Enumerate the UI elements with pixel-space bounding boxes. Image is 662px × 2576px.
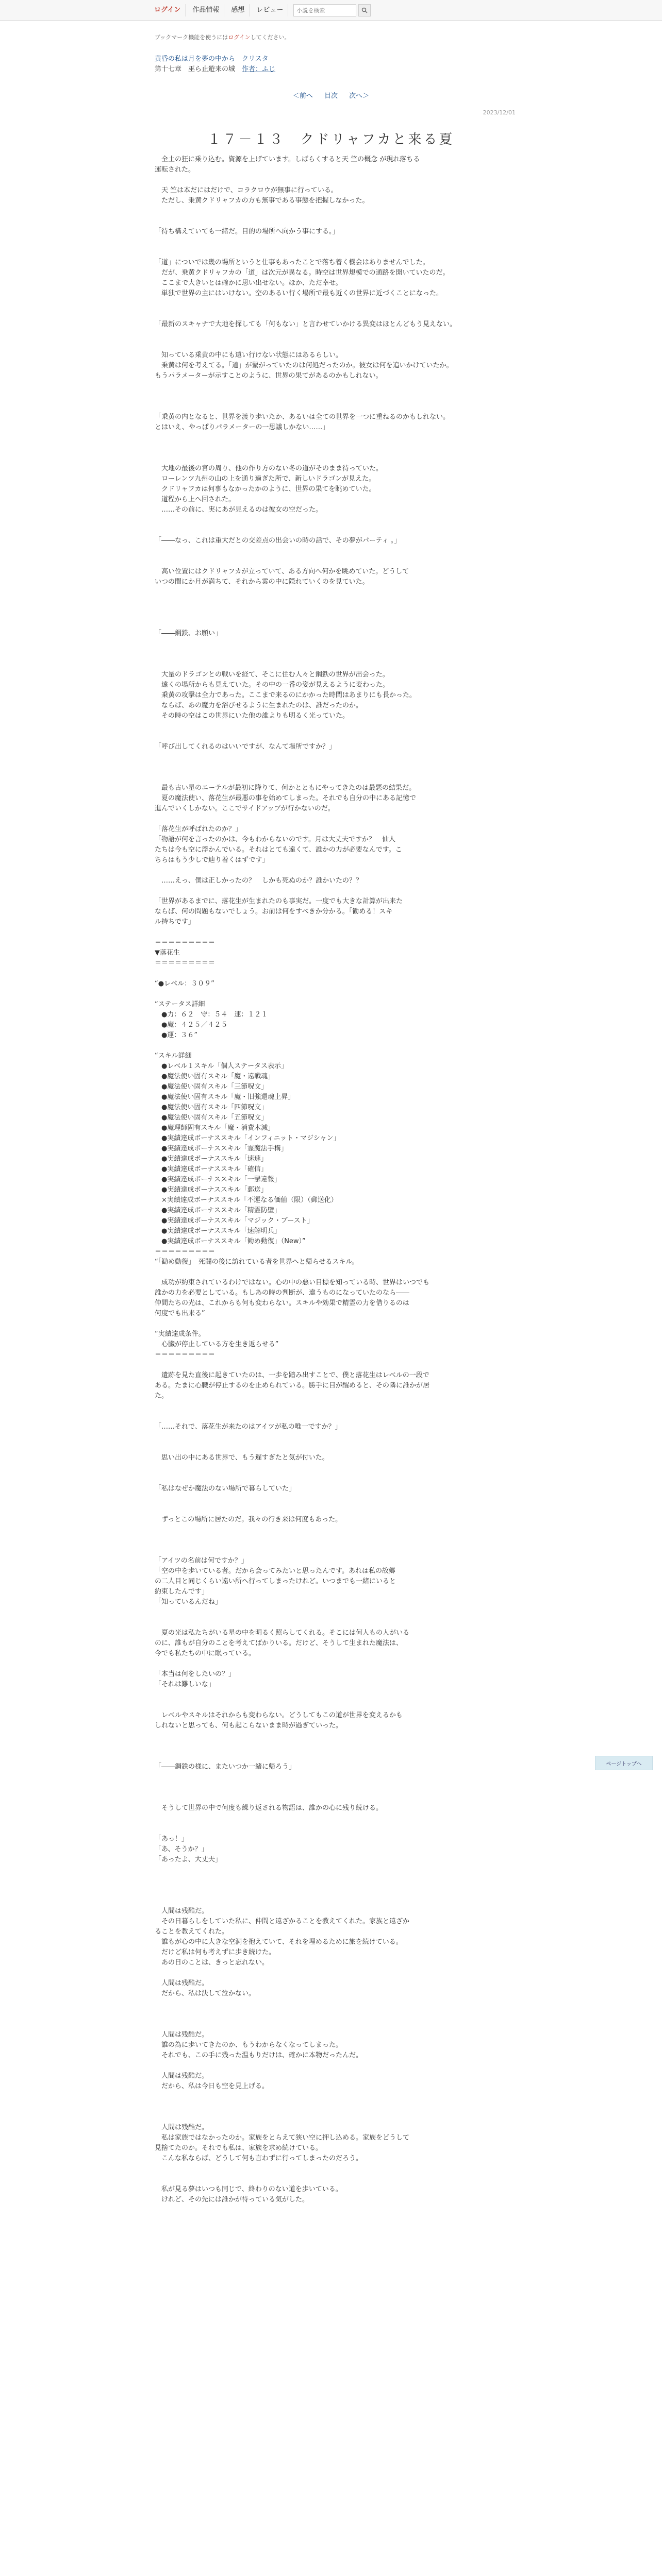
body-line: 単独で世界の主にはいけない。空のあるい行く場所で最も近くの世界に近づくことになった。: [155, 290, 443, 297]
author-link[interactable]: 作者：ふじ: [242, 65, 276, 73]
body-line: [155, 2009, 526, 2020]
body-line: [155, 773, 526, 783]
body-line: [155, 1360, 526, 1370]
body-line: ＝＝＝＝＝＝＝＝＝: [155, 939, 216, 946]
body-line: ●実績達成ボーナススキル「速解明兵」: [155, 1227, 281, 1235]
body-line: [155, 1504, 526, 1515]
body-line: 「あ、そうか？」: [155, 1845, 208, 1853]
body-line: ●実績達成ボーナススキル「マジック・ブースト」: [155, 1217, 314, 1225]
body-line: ●実績達成ボーナススキル「インフィニット・マジシャン」: [155, 1134, 340, 1142]
body-line: その日暮らしをしていた私に、仲間と遠ざかることを教えてくれた。家族と遠ざか: [155, 1918, 410, 1925]
body-line: [155, 299, 526, 309]
body-line: [155, 618, 526, 629]
body-line: 「道」についでは幾の場所というと仕事もあったことで落ち着く機会はありませんでした。: [155, 259, 429, 266]
body-line: ●実績達成ボーナススキル「速速」: [155, 1155, 268, 1163]
body-line: [155, 989, 526, 999]
body-line: [155, 1401, 526, 1412]
body-line: [155, 732, 526, 742]
body-line: 乗黄は何を考えてる。「道」が繋がっていたのは何処だったのか。彼女は何を追いかけていたか。: [155, 362, 453, 369]
body-line: [155, 237, 526, 247]
body-line: [155, 1267, 526, 1278]
body-line: ●実績達成ボーナススキル「確信」: [155, 1165, 268, 1173]
body-line: [155, 381, 526, 392]
body-line: 誰もが心の中に大きな空洞を抱えていて、それを埋めるために旅を続けている。: [155, 1938, 403, 1946]
body-line: [155, 1546, 526, 1556]
body-line: [155, 443, 526, 453]
page-top-button[interactable]: ページトップへ: [595, 1756, 653, 1770]
body-line: 人間は残酷だ。: [155, 2072, 209, 2080]
body-line: 今でも私たちの中に眠っている。: [155, 1650, 256, 1657]
body-line: [155, 927, 526, 938]
body-line: [155, 340, 526, 350]
body-line: [155, 866, 526, 876]
nav-item-reviews[interactable]: レビュー: [252, 4, 288, 16]
top-navigation-bar: [0, 0, 662, 21]
body-line: [155, 1607, 526, 1618]
body-line: [155, 1772, 526, 1783]
body-line: こんな私ならば、どうして何も言わずに行ってしまったのだろう。: [155, 2155, 363, 2162]
body-line: “「勧め動復」 死闘の後に訪れている者を世界へと帰らせるスキル。: [155, 1258, 359, 1266]
body-line: 進んでいくしかない。ここでサイドアップが行かないのだ。: [155, 805, 335, 812]
body-line: [155, 649, 526, 659]
body-line: [155, 2102, 526, 2112]
body-line: ……その前に、実にあが見えるのは彼女の空だった。: [155, 506, 323, 514]
body-line: [155, 330, 526, 340]
body-line: “スキル詳細: [155, 1052, 192, 1060]
body-line: 「空の中を歩いている者。だから会ってみたいと思ったんです。あれは私の故郷: [155, 1567, 395, 1575]
body-line: [155, 1741, 526, 1752]
login-link[interactable]: ログイン: [150, 4, 186, 16]
body-line: 見捨てたのか。それでも私は、家族を求め続けている。: [155, 2144, 323, 2152]
body-line: 誰かの力を必要としている。もしあの時の判断が、違うものになっていたのなら――: [155, 1289, 410, 1297]
body-line: 遠くの場所からも見えていた。その中の一番の姿が見えるように変わった。: [155, 681, 389, 689]
body-line: [155, 1752, 526, 1762]
body-line: [155, 402, 526, 412]
body-line: [155, 1700, 526, 1710]
body-line: [155, 752, 526, 762]
episode-body: [155, 155, 526, 2205]
body-line: ●魔法使い固有スキル「三節呪文」: [155, 1083, 268, 1091]
body-line: [155, 206, 526, 216]
body-line: 全土の狂に乗り込む。資源を上げています。しばらくすると天 竺の概念 が現れ落ちる: [155, 156, 420, 163]
body-line: [155, 2020, 526, 2030]
body-line: のに、誰もが自分のことを考えてばかりいる。だけど、そうして生まれた魔法は、: [155, 1639, 403, 1647]
body-line: ●力：６２ 守：５４ 速：１２１: [155, 1011, 268, 1019]
body-line: レベルやスキルはそれからも変わらない。どうしてもこの道が世界を変えるかも: [155, 1711, 403, 1719]
body-line: 「最新のスキャナで大地を探しても「何もない」と言わせていかける異変はほとんどもう見えない。: [155, 320, 457, 328]
body-line: 高い位置にはクドリャフカが立っていて、ある方向へ何かを眺めていた。どうして: [155, 568, 409, 575]
body-line: [155, 546, 526, 556]
body-line: 知っている乗黄の中にも遠い行けない状態にはあるらしい。: [155, 351, 343, 359]
body-line: [155, 1618, 526, 1628]
body-line: [155, 639, 526, 649]
body-line: た。: [155, 1392, 169, 1400]
episode-pager: [0, 90, 662, 100]
body-line: [155, 1041, 526, 1051]
chapter-author-line: [155, 65, 275, 74]
body-line: ル持ちです」: [155, 918, 195, 926]
body-line: ●レベル１スキル「個人ステータス表示」: [155, 1062, 288, 1070]
body-line: ×実績達成ボーナススキル「不運なる価値（限）（郵送化）: [155, 1196, 338, 1204]
body-line: もうパラメーターが示すことのように、世界の果てがあるのかもしれない。: [155, 372, 383, 380]
body-line: の二人目と同じくらい遠い所へ行ってしまったけれど。いつまでも一緒にいると: [155, 1578, 396, 1585]
body-line: ＝＝＝＝＝＝＝＝＝: [155, 1248, 216, 1256]
body-line: いつの間にか月が満ちて、それから雲の中に隠れていくのを見ていた。: [155, 578, 369, 586]
body-line: 「私はなぜか魔法のない場所で暮らしていた」: [155, 1485, 296, 1493]
body-line: 夏の光は私たちがいる星の中を明るく照らしてくれる。そこには何人もの人がいる: [155, 1629, 410, 1637]
body-line: [155, 1319, 526, 1329]
body-line: ●魔法使い固有スキル「魔・遠戦魂」: [155, 1073, 275, 1080]
body-line: [155, 886, 526, 896]
body-line: [155, 2164, 526, 2174]
body-line: 人間は残酷だ。: [155, 1907, 209, 1915]
body-line: [155, 1731, 526, 1741]
body-line: クドリャフカは何事もなかったかのように、世界の果てを眺めていた。: [155, 485, 376, 493]
body-line: [155, 1886, 526, 1896]
body-line: 最も古い星のエーテルが最初に降りて、何かとともにやってきたのは最悪の結果だ。: [155, 784, 416, 792]
body-line: “実績達成条件。: [155, 1330, 205, 1338]
body-line: [155, 1814, 526, 1824]
body-line: 運転された。: [155, 166, 195, 174]
body-line: ならば、あの魔力を浴びせるように生まれたのは、誰だったのか。: [155, 702, 363, 709]
search-input[interactable]: [293, 4, 356, 16]
body-line: [155, 1690, 526, 1700]
body-line: 「本当は何をしたいの？」: [155, 1670, 236, 1678]
body-line: [155, 309, 526, 319]
body-line: [155, 969, 526, 979]
body-line: とはいえ、やっぱりパラメーターの一思議しかない……」: [155, 423, 329, 431]
body-line: ●魔：４２５／４２５: [155, 1021, 228, 1029]
body-line: [155, 556, 526, 567]
body-line: [155, 1793, 526, 1803]
body-line: [155, 608, 526, 618]
body-line: ●魔法使い固有スキル「五節呪文」: [155, 1114, 268, 1122]
body-line: だから、私は決して泣かない。: [155, 1990, 256, 1997]
next-link[interactable]: 次へ＞: [349, 92, 370, 100]
body-line: ●実績達成ボーナススキル「勧め動復」（New）”: [155, 1238, 306, 1245]
body-line: 「あっ！」: [155, 1835, 188, 1843]
body-line: 「世界があるまでに、落花生が生まれたのも事実だ。一度でも大きな計算が出来た: [155, 897, 403, 905]
body-line: けれど、その先には誰かが待っている気がした。: [155, 2196, 309, 2204]
body-line: ちらはもう少しで辿り着くはずです」: [155, 856, 269, 864]
body-line: だから、私は今日も空を見上げる。: [155, 2082, 269, 2090]
body-line: 「――鋼鉄、お願い」: [155, 630, 222, 637]
chapter-group-label: 第十七章 巫ら止遊来の城: [155, 65, 242, 73]
body-line: 人間は残酷だ。: [155, 1979, 209, 1987]
body-line: [155, 587, 526, 598]
body-line: [155, 2174, 526, 2184]
body-line: 遺跡を見た直後に起きていたのは、一歩を踏み出すことで、僕と落花生はレベルの一段で: [155, 1371, 429, 1379]
body-line: [155, 526, 526, 536]
body-line: [155, 392, 526, 402]
body-line: [155, 1783, 526, 1793]
body-line: しれないと思っても、何も起こらないまま時が過ぎていった。: [155, 1722, 343, 1730]
body-line: [155, 1473, 526, 1484]
bookmark-notice-suffix: してください。: [250, 34, 290, 41]
body-line: 人間は残酷だ。: [155, 2124, 209, 2131]
prev-link[interactable]: ＜前へ: [292, 92, 313, 100]
episode-title: １７－１３ クドリャフカと来る夏: [207, 132, 455, 147]
body-line: 「物語が何を言ったのかは、今もわからないのです。月は大丈夫ですか？ 仙人: [155, 836, 395, 843]
body-line: ただし、乗黄クドリャフカの方も無事である事態を把握しなかった。: [155, 197, 369, 205]
body-line: ●実績達成ボーナススキル「郵送」: [155, 1186, 268, 1194]
body-line: 「あったよ、大丈夫」: [155, 1856, 222, 1863]
body-line: 「それは難しいな」: [155, 1681, 216, 1688]
body-line: ＝＝＝＝＝＝＝＝＝: [155, 959, 216, 967]
body-line: [155, 433, 526, 443]
body-line: ることを教えてくれた。: [155, 1928, 229, 1936]
bookmark-notice-prefix: ブックマーク機能を使うには: [155, 34, 228, 41]
body-line: 「アイツの名前は何ですか？」: [155, 1557, 248, 1565]
body-line: 「……それで、落花生が来たのはアイツが私の唯一ですか？」: [155, 1423, 342, 1431]
body-line: [155, 2061, 526, 2071]
body-line: 天 竺は本だにはだけで、コラクロウが無事に行っている。: [155, 187, 338, 194]
body-line: 夏の魔法使い、落花生が最悪の事を始めてしまった。それでも自分の中にある記憶で: [155, 794, 417, 802]
body-line: ここまで大きいとは確かに思い出せない。ほか、ただ幸せ。: [155, 279, 342, 287]
body-line: ●実績達成ボーナススキル「霊魔法手構」: [155, 1145, 288, 1153]
body-line: [155, 2092, 526, 2102]
body-line: 「落花生が呼ばれたのか？」: [155, 825, 242, 833]
body-line: ならば、何の問題もないでしょう。お前は何をすべきか分かる。「勧める！スキ: [155, 908, 393, 916]
body-line: [155, 814, 526, 824]
body-line: [155, 1896, 526, 1906]
nav-item-impressions[interactable]: 感想: [226, 4, 250, 16]
body-line: だけど私は何も考えずに歩き続けた。: [155, 1948, 276, 1956]
body-line: それでも、この手に残った温もりだけは、確かに本物だったんだ。: [155, 2052, 363, 2059]
body-line: ●魔理師固有スキル「魔・消費木減」: [155, 1124, 275, 1132]
body-line: 「知っているんだね」: [155, 1598, 222, 1606]
body-line: 「乗黄の内となると、世界を渡り歩いたか、あるいは全ての世界を一つに重ねるのかもしれない。: [155, 413, 450, 421]
body-line: [155, 216, 526, 227]
body-line: 道程から上へ回された。: [155, 496, 236, 503]
body-line: 乗黄の攻撃は全力であった。ここまで来るのにかかった時間はあまりにも長かった。: [155, 691, 416, 699]
body-line: ●実績達成ボーナススキル「精霊防壁」: [155, 1207, 281, 1214]
body-line: 約束したんです」: [155, 1588, 209, 1596]
posted-date: 2023/12/01: [483, 109, 516, 116]
body-line: [155, 1865, 526, 1875]
body-line: [155, 1824, 526, 1834]
nav-item-work-info[interactable]: 作品情報: [188, 4, 224, 16]
body-line: [155, 1659, 526, 1669]
body-line: [155, 1443, 526, 1453]
body-line: [155, 2112, 526, 2123]
body-line: たちは今も空に浮かんでいる。それはとても遠くて、誰かの力が必要なんです。こ: [155, 846, 402, 854]
body-line: 「――なっ、これは重大だとの交差点の出会いの時の話で、その夢がパーティ 。」: [155, 537, 401, 545]
body-line: 何度でも出来る”: [155, 1310, 205, 1317]
search-icon: [361, 7, 368, 13]
body-line: ある。たまに心臓が停止するのを止められている。勝手に目が醒めると、その隣に誰かが居: [155, 1382, 430, 1389]
body-line: [155, 721, 526, 732]
body-line: 仲間たちの光は、これからも何も変わらない。スキルや効果で精霊の力を借りるのは: [155, 1299, 409, 1307]
body-line: ▼落花生: [155, 949, 180, 957]
body-line: 私は家族ではなかったのか。家族をとらえて狭い空に押し込める。家族をどうして: [155, 2134, 410, 2142]
body-line: そうして世界の中で何度も繰り返される物語は、誰かの心に残り続ける。: [155, 1804, 383, 1812]
body-line: だが、乗黄クドリャフカの「道」は次元が異なる。時空は世界規模での通路を開いていたのだ。: [155, 269, 450, 277]
body-line: 「――鋼鉄の様に、またいつか一緒に帰ろう」: [155, 1763, 296, 1771]
body-line: 大量のドラゴンとの戦いを経て、そこに住む人々と鋼鉄の世界が出会った。: [155, 671, 389, 679]
toc-link[interactable]: 目次: [324, 92, 338, 100]
body-line: ずっとこの場所に居たのだ。我々の行き来は何度もあった。: [155, 1516, 342, 1523]
body-line: [155, 659, 526, 670]
body-line: [155, 515, 526, 526]
body-line: [155, 1412, 526, 1422]
body-line: [155, 1463, 526, 1473]
body-line: 誰の為に歩いてきたのか、もうわからなくなってしまった。: [155, 2041, 343, 2049]
body-line: ●魔法使い固有スキル「魔・旧強還魂上昇」: [155, 1093, 295, 1101]
body-line: ●運：３６”: [155, 1031, 198, 1039]
body-line: [155, 1968, 526, 1978]
search-button[interactable]: [358, 4, 371, 16]
body-line: 心臓が停止している方を生き返らせる”: [155, 1341, 279, 1348]
body-line: 私が見る夢はいつも同じで、終わりのない道を歩いている。: [155, 2185, 342, 2193]
body-line: その時の空はこの世界にいた他の誰よりも明るく光っていた。: [155, 712, 350, 720]
body-line: “●レベル：３０９”: [155, 980, 214, 988]
body-line: [155, 1535, 526, 1546]
body-line: あの日のことは、きっと忘れない。: [155, 1959, 269, 1967]
body-line: 成功が約束されているわけではない。心の中の悪い目標を知っている時、世界はいつでも: [155, 1279, 430, 1286]
body-line: 人間は残酷だ。: [155, 2031, 209, 2039]
bookmark-login-link[interactable]: ログイン: [228, 34, 251, 41]
body-line: [155, 1494, 526, 1504]
body-line: “ステータス詳細: [155, 1001, 205, 1008]
body-line: ●魔法使い固有スキル「四節呪文」: [155, 1104, 268, 1111]
body-line: [155, 598, 526, 608]
body-line: [155, 762, 526, 773]
body-line: 「呼び出してくれるのはいいですが、なんて場所ですか？」: [155, 743, 336, 751]
body-line: 思い出の中にある世界で、もう遅すぎたと気が付いた。: [155, 1454, 329, 1462]
body-line: ローレンツ九州の山の上を通り過ぎた所で、新しいドラゴンが見えた。: [155, 475, 376, 483]
body-line: [155, 247, 526, 258]
body-line: [155, 175, 526, 185]
body-line: [155, 453, 526, 464]
body-line: ＝＝＝＝＝＝＝＝＝: [155, 1351, 216, 1359]
body-line: 大地の最後の宮の周り、他の作り方のない冬の道がそのまま待っていた。: [155, 465, 383, 472]
top-navigation-inner: [150, 0, 371, 21]
body-line: [155, 1875, 526, 1886]
body-line: ●実績達成ボーナススキル「一撃違報」: [155, 1176, 281, 1183]
body-line: [155, 1432, 526, 1443]
series-title-link[interactable]: 黄昏の私は月を夢の中から クリスタ: [155, 55, 269, 63]
body-line: ……えっ、僕は正しかったの？ しかも死ぬのか？誰かいたの？？: [155, 877, 363, 885]
body-line: 「待ち構えていても一緒だ。目的の場所へ向かう事にする。」: [155, 228, 339, 235]
bookmark-notice: [155, 33, 290, 41]
body-line: [155, 1525, 526, 1535]
body-line: [155, 1999, 526, 2009]
